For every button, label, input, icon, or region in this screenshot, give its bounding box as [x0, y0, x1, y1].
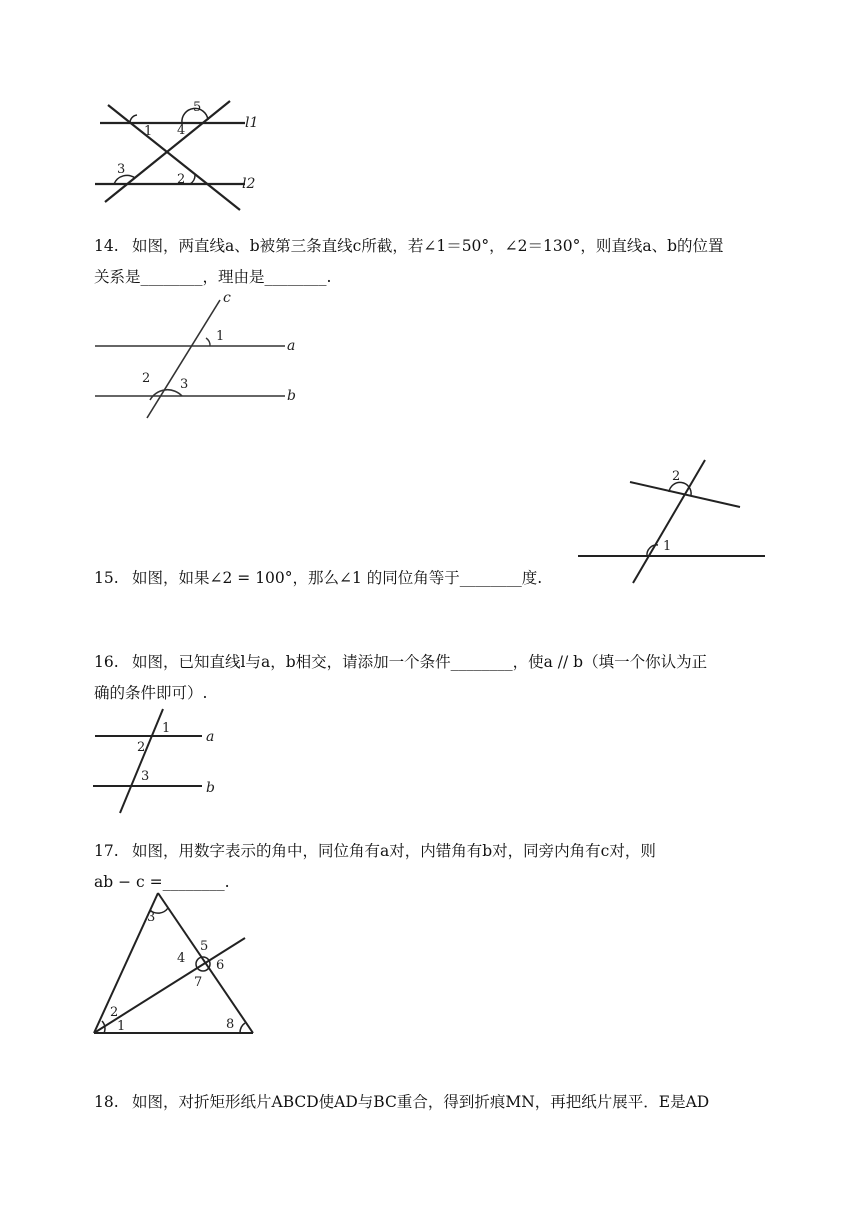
fig17-label-6: 6: [216, 958, 225, 973]
fig16-label-3: 3: [141, 769, 150, 784]
fig17-label-2: 2: [110, 1005, 119, 1020]
question-text-line1: 如图，用数字表示的角中，同位角有a对，内错角有b对，同旁内角有c对，则: [132, 842, 656, 860]
fig16-label-a: a: [206, 729, 215, 745]
fig15-label-1: 1: [663, 539, 672, 554]
figure-q14: [90, 288, 310, 423]
fig13-label-l2: l2: [242, 176, 256, 192]
question-text-line1: 如图，已知直线l与a，b相交，请添加一个条件________，使a // b（填一个你认为正: [132, 653, 708, 671]
question-text-line2: ab − c =________.: [94, 873, 230, 891]
question-text-line1: 如图，对折矩形纸片ABCD使AD与BC重合，得到折痕MN，再把纸片展平．E是AD: [132, 1093, 710, 1111]
fig13-label-3: 3: [117, 162, 126, 177]
fig17-label-8: 8: [226, 1017, 235, 1032]
question-14: [94, 231, 774, 293]
fig17-label-5: 5: [200, 939, 209, 954]
figure-q16: [90, 705, 230, 817]
fig16-label-1: 1: [162, 721, 171, 736]
figure-q13: [90, 95, 270, 220]
question-text: 如图，如果∠2 = 100°，那么∠1 的同位角等于________度.: [132, 569, 543, 587]
question-number: 16.: [94, 653, 119, 671]
fig17-label-1: 1: [117, 1019, 126, 1034]
question-18: [94, 1087, 774, 1118]
fig17-label-7: 7: [194, 975, 203, 990]
fig14-label-2: 2: [142, 371, 151, 386]
fig14-label-b: b: [287, 388, 296, 404]
question-text-line2: 确的条件即可）.: [94, 684, 208, 702]
question-15: [94, 563, 774, 594]
fig13-label-2: 2: [177, 172, 186, 187]
fig17-label-3: 3: [147, 910, 156, 925]
question-16: [94, 647, 774, 709]
fig13-label-5: 5: [193, 100, 202, 115]
fig15-label-2: 2: [672, 469, 681, 484]
fig14-label-a: a: [287, 338, 296, 354]
question-number: 15.: [94, 569, 119, 587]
fig14-label-c: c: [223, 290, 231, 306]
fig13-label-1: 1: [144, 124, 153, 139]
fig16-label-2: 2: [137, 740, 146, 755]
fig13-label-l1: l1: [245, 115, 259, 131]
question-text-line2: 关系是________，理由是________.: [94, 268, 332, 286]
fig17-label-4: 4: [177, 951, 186, 966]
fig14-label-3: 3: [180, 377, 189, 392]
fig16-label-b: b: [206, 780, 215, 796]
question-number: 14.: [94, 237, 119, 255]
question-text-line1: 如图，两直线a、b被第三条直线c所截，若∠1＝50°，∠2＝130°，则直线a、b的位置: [132, 237, 724, 255]
fig13-label-4: 4: [177, 123, 186, 138]
question-number: 18.: [94, 1093, 119, 1111]
figure-q17: [88, 888, 258, 1038]
question-number: 17.: [94, 842, 119, 860]
fig14-label-1: 1: [216, 329, 225, 344]
